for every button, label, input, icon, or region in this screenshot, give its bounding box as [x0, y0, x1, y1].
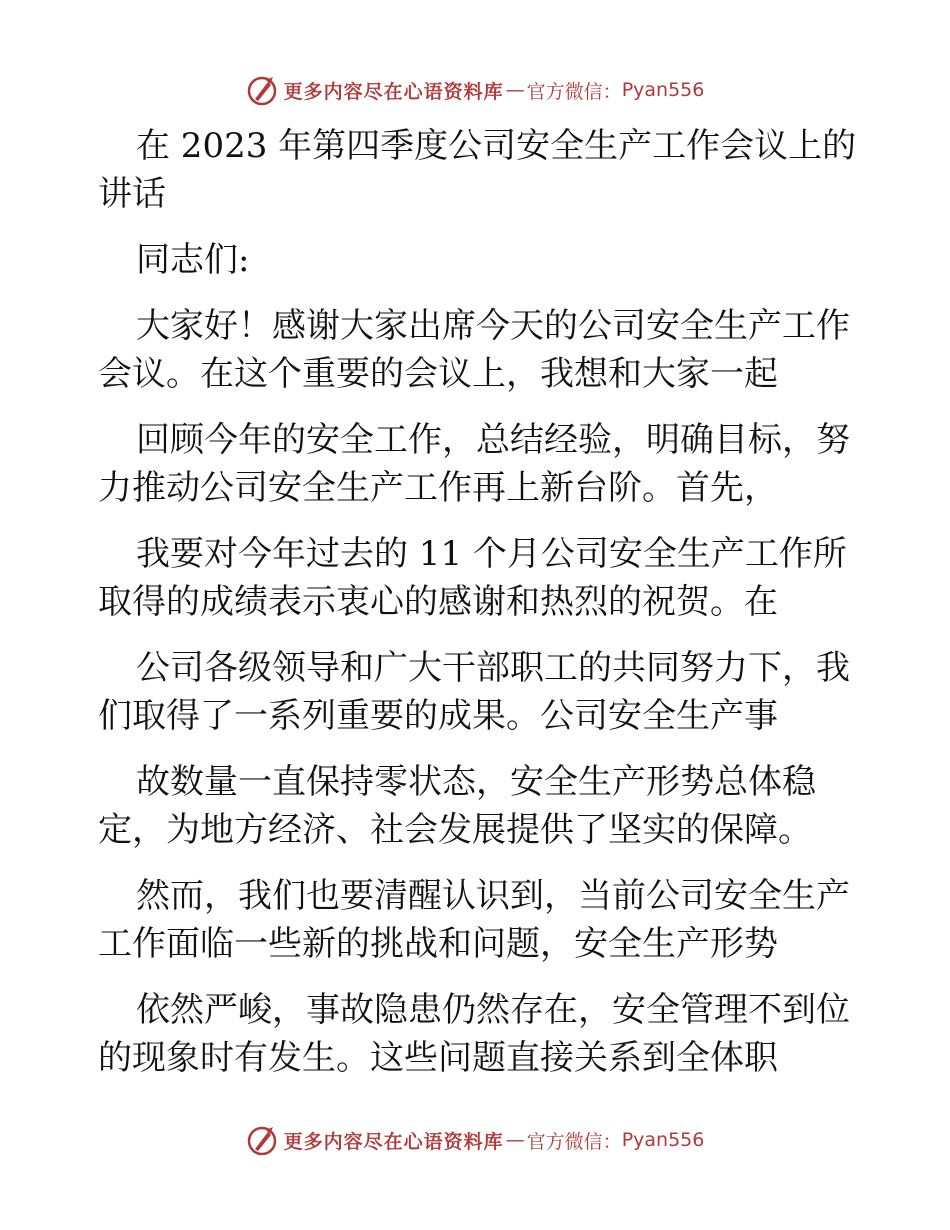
text-line: 然而，我们也要清醒认识到，当前公司安全生产 — [136, 876, 850, 916]
watermark-id: Pyan556 — [621, 79, 705, 101]
text-line: 们取得了一系列重要的成果。公司安全生产事 — [98, 696, 778, 736]
text-line: 依然严峻，事故隐患仍然存在，安全管理不到位 — [136, 990, 850, 1030]
text-line: 的现象时有发生。这些问题直接关系到全体职 — [98, 1038, 778, 1078]
text-line: 力推动公司安全生产工作再上新台阶。首先， — [98, 468, 778, 508]
footer-watermark — [0, 1122, 950, 1158]
document-body — [98, 122, 858, 1082]
salutation: 同志们: — [136, 240, 250, 280]
watermark-separator: — — [505, 79, 525, 101]
text-line: 定，为地方经济、社会发展提供了坚实的保障。 — [98, 810, 812, 850]
header-watermark — [0, 72, 950, 108]
text-line: 公司各级领导和广大干部职工的共同努力下，我 — [136, 648, 850, 688]
watermark-label: 更多内容尽在心语资料库 — [283, 80, 504, 103]
title-line-2: 讲话 — [98, 174, 166, 214]
watermark-separator: — — [505, 1129, 525, 1151]
text-line: 大家好！感谢大家出席今天的公司安全生产工作 — [136, 306, 850, 346]
text-line: 工作面临一些新的挑战和问题，安全生产形势 — [98, 924, 778, 964]
title-line-1: 在 2023 年第四季度公司安全生产工作会议上的 — [136, 126, 857, 166]
text-line: 取得的成绩表示衷心的感谢和热烈的祝贺。在 — [98, 582, 778, 622]
watermark-label: 更多内容尽在心语资料库 — [283, 1130, 504, 1153]
quill-logo-icon — [246, 74, 278, 106]
text-line: 我要对今年过去的 11 个月公司安全生产工作所 — [136, 534, 847, 574]
watermark-handle: 官方微信： — [526, 1130, 622, 1153]
text-line: 故数量一直保持零状态，安全生产形势总体稳 — [136, 762, 816, 802]
watermark-handle: 官方微信： — [526, 80, 622, 103]
text-line: 回顾今年的安全工作，总结经验，明确目标，努 — [136, 420, 850, 460]
quill-logo-icon — [246, 1124, 278, 1156]
watermark-id: Pyan556 — [621, 1129, 705, 1151]
text-line: 会议。在这个重要的会议上，我想和大家一起 — [98, 354, 778, 394]
